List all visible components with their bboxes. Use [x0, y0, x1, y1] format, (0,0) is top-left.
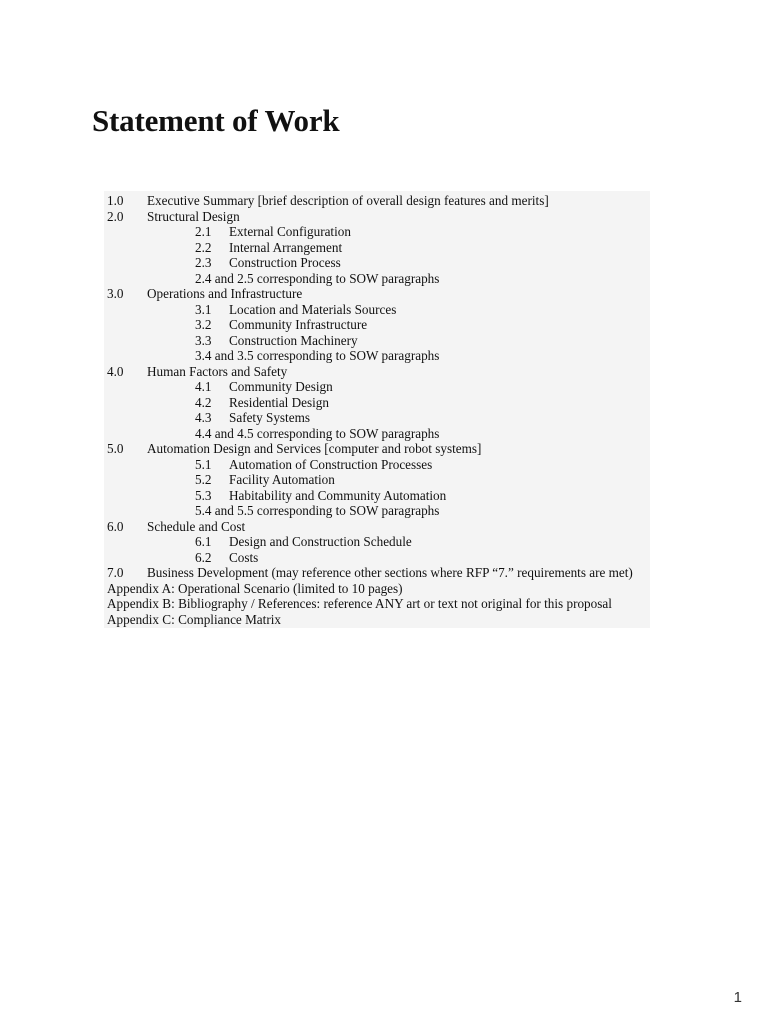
outline-item-number: 4.1: [195, 379, 212, 394]
outline-item-text: Residential Design: [229, 394, 329, 410]
outline-item-text: Schedule and Cost: [147, 518, 246, 534]
outline-item-text: Habitability and Community Automation: [229, 487, 447, 503]
outline-item-text: 5.4 and 5.5 corresponding to SOW paragraphs: [195, 503, 440, 518]
outline-item-number: 5.3: [195, 487, 212, 503]
outline-item-number: 7.0: [107, 565, 124, 580]
outline-item-number: 2.2: [195, 239, 212, 255]
outline-item-text: Internal Arrangement: [229, 239, 343, 255]
outline-item-number: 1.0: [107, 193, 124, 208]
outline-item-text: Design and Construction Schedule: [229, 534, 412, 549]
outline-item-text: Safety Systems: [229, 410, 310, 425]
outline-item-number: 3.0: [107, 286, 124, 301]
outline-item-number: 5.1: [195, 456, 212, 472]
outline-item-text: Community Infrastructure: [229, 317, 368, 332]
outline-item-text: Construction Machinery: [229, 332, 358, 348]
outline-item-text: 3.4 and 3.5 corresponding to SOW paragraphs: [195, 348, 440, 363]
outline-item-text: 4.4 and 4.5 corresponding to SOW paragraphs: [195, 425, 440, 441]
outline-item-number: 2.1: [195, 224, 212, 239]
outline-item-number: 6.0: [107, 518, 124, 534]
outline-item-number: 3.3: [195, 332, 212, 348]
outline-item-text: Facility Automation: [229, 472, 335, 487]
outline-item-text: 2.4 and 2.5 corresponding to SOW paragraphs: [195, 270, 440, 286]
outline-item-text: Operations and Infrastructure: [147, 286, 303, 301]
outline-item-number: 2.3: [195, 255, 212, 270]
outline-item-text: Costs: [229, 549, 259, 565]
sow-outline-box: [104, 191, 650, 628]
outline-item-number: 6.1: [195, 534, 212, 549]
page-title: Statement of Work: [92, 103, 340, 138]
outline-item-text: Automation of Construction Processes: [229, 456, 433, 472]
outline-item-number: 4.0: [107, 363, 124, 379]
page-number: 1: [733, 989, 742, 1006]
outline-item-text: Human Factors and Safety: [147, 363, 288, 379]
outline-item-text: Business Development (may reference other sections where RFP “7.” requirements are met): [147, 565, 633, 580]
outline-item-text: Appendix A: Operational Scenario (limited to 10 pages): [107, 580, 403, 596]
outline-item-number: 5.0: [107, 441, 124, 456]
outline-item-text: External Configuration: [229, 224, 351, 239]
outline-item-text: Location and Materials Sources: [229, 301, 397, 317]
outline-item-text: Appendix C: Compliance Matrix: [107, 611, 281, 627]
outline-item-text: Automation Design and Services [computer and robot systems]: [147, 441, 482, 456]
outline-item-text: Construction Process: [229, 255, 341, 270]
outline-item-number: 4.2: [195, 394, 212, 410]
outline-item-text: Executive Summary [brief description of overall design features and merits]: [147, 193, 549, 208]
outline-item-number: 3.2: [195, 317, 212, 332]
outline-item-text: Structural Design: [147, 208, 240, 224]
outline-item-text: Community Design: [229, 379, 333, 394]
outline-item-number: 2.0: [107, 208, 124, 224]
outline-item-number: 5.2: [195, 472, 212, 487]
outline-item-number: 6.2: [195, 549, 212, 565]
outline-item-number: 3.1: [195, 301, 212, 317]
outline-item-text: Appendix B: Bibliography / References: reference ANY art or text not original for this proposal: [107, 596, 612, 611]
outline-item-number: 4.3: [195, 410, 212, 425]
